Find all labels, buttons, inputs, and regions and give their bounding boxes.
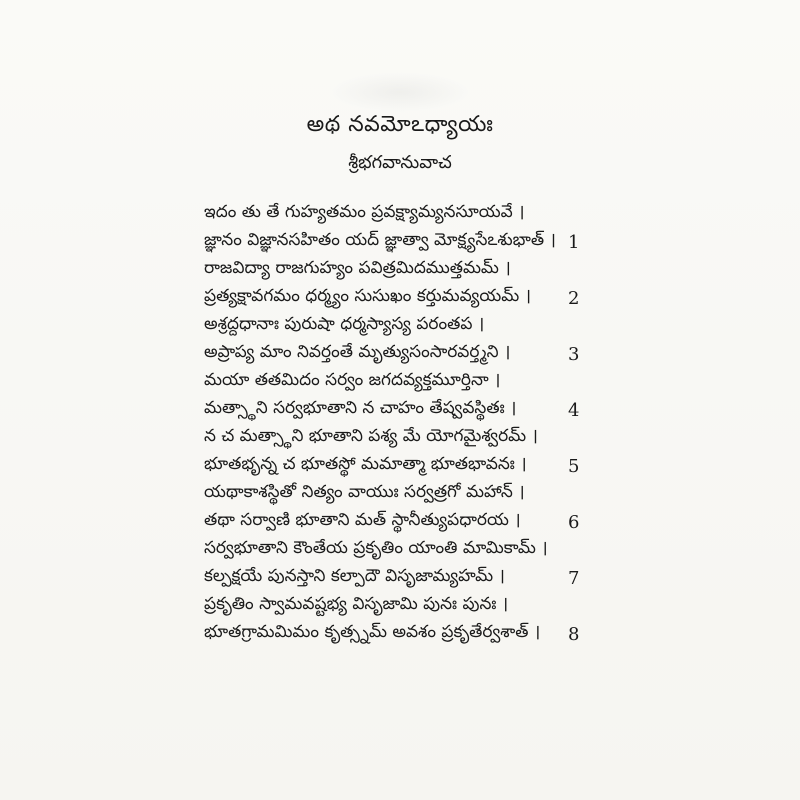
verse-line-7: మయా తతమిదం సర్వం జగదవ్యక్తమూర్తినా ।	[204, 370, 501, 390]
verse-number	[568, 480, 588, 508]
verse-line-9: న చ మత్స్థాని భూతాని పశ్య మే యోగమైశ్వరమ్ ।	[204, 426, 538, 446]
verse-line-1: ఇదం తు తే గుహ్యతమం ప్రవక్ష్యామ్యనసూయవే ।	[204, 202, 525, 222]
verse-number: 6	[568, 511, 580, 533]
verse-line-4: ప్రత్యక్షావగమం ధర్మ్యం సుసుఖం కర్తుమవ్యయమ్ ।	[204, 286, 532, 306]
verse-line-14: కల్పక్షయే పునస్తాని కల్పాదౌ విసృజామ్యహమ్ ।	[204, 566, 505, 586]
verse-number	[568, 312, 588, 340]
verse-line-8: మత్స్థాని సర్వభూతాని న చాహం తేష్వవస్థితః ।	[204, 398, 517, 418]
verse-number	[568, 592, 588, 620]
verse-number	[568, 536, 588, 564]
show-through-text	[330, 72, 470, 112]
verse-line-12: తథా సర్వాణి భూతాని మత్ స్థానీత్యుపధారయ ।	[204, 510, 521, 530]
verse-number	[568, 368, 588, 396]
chapter-title: అథ నవమోఽధ్యాయః	[306, 112, 494, 137]
verse-number: 4	[568, 399, 580, 421]
verse-number: 1	[568, 231, 580, 253]
verse-number	[568, 200, 588, 228]
verse-line-2: జ్ఞానం విజ్ఞానసహితం యద్ జ్ఞాత్వా మోక్ష్యసేఽశుభాత్ ।	[204, 230, 556, 250]
verse-line-3: రాజవిద్యా రాజగుహ్యం పవిత్రమిదముత్తమమ్ ।	[204, 258, 511, 278]
verse-number: 3	[568, 343, 580, 365]
verse-line-15: ప్రకృతిం స్వామవష్టభ్య విసృజామి పునః పునః ।	[204, 594, 509, 614]
verse-number: 5	[568, 455, 580, 477]
verse-number: 2	[568, 287, 580, 309]
verse-line-6: అప్రాప్య మాం నివర్తంతే మృత్యుసంసారవర్త్మని ।	[204, 342, 511, 362]
verse-number	[568, 256, 588, 284]
verse-number: 8	[568, 623, 580, 645]
verse-line-10: భూతభృన్న చ భూతస్థో మమాత్మా భూతభావనః ।	[204, 454, 527, 474]
verse-number	[568, 424, 588, 452]
verse-number: 7	[568, 567, 580, 589]
verse-line-16: భూతగ్రామమిమం కృత్స్నమ్ అవశం ప్రకృతేర్వశాత్ ।	[204, 622, 541, 642]
verse-line-13: సర్వభూతాని కౌంతేయ ప్రకృతిం యాంతి మామికామ్ ।	[204, 538, 548, 558]
verse-line-5: అశ్రద్దధానాః పురుషా ధర్మస్యాస్య పరంతప ।	[204, 314, 485, 334]
verse-line-11: యథాకాశస్థితో నిత్యం వాయుః సర్వత్రగో మహాన్ ।	[204, 482, 525, 502]
speaker-heading: శ్రీభగవానువాచ	[348, 152, 452, 173]
